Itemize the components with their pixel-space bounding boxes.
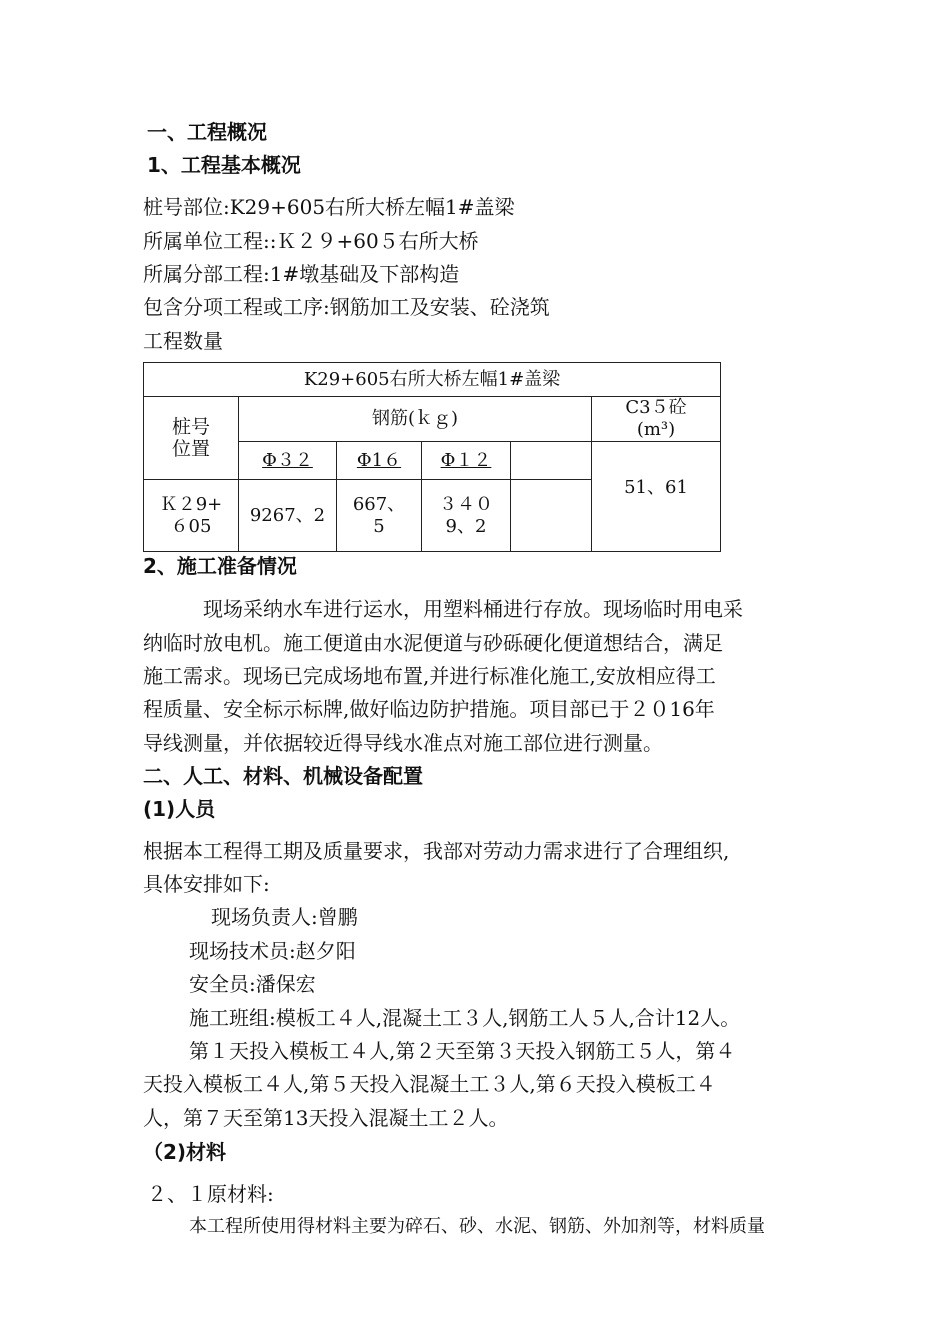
section-title-prep: 2、施工准备情况: [143, 554, 297, 578]
cell-d12: [422, 480, 511, 552]
site-technician: 现场技术员:赵夕阳: [189, 939, 356, 963]
table-title: K29+605右所大桥左幅1#盖梁: [144, 363, 721, 397]
header-pile-text: 桩号位置: [171, 416, 210, 460]
prep-paragraph-line-1: 现场采纳水车进行运水，用塑料桶进行存放。现场临时用电采: [203, 597, 743, 621]
prep-paragraph-line-5: 导线测量，并依据较近得导线水准点对施工部位进行测量。: [143, 731, 663, 755]
header-steel: 钢筋(ｋｇ): [239, 397, 592, 442]
cell-d12-line1: ３４０: [439, 493, 493, 515]
prep-paragraph-line-4: 程质量、安全标示标牌,做好临边防护措施。项目部已于２０16年: [143, 697, 715, 721]
info-line-division: 所属分部工程:1#墩基础及下部构造: [143, 262, 460, 286]
header-pile-position: [144, 397, 239, 480]
site-leader: 现场负责人:曾鹏: [211, 905, 358, 929]
cell-blank: [511, 480, 592, 552]
subsection-title-personnel: (1)人员: [143, 797, 216, 821]
raw-materials-heading: ２、１原材料:: [147, 1182, 274, 1206]
section-title-resources: 二、人工、材料、机械设备配置: [143, 764, 423, 788]
header-concrete-line1: C3５砼: [625, 397, 687, 418]
subsection-title-basic: 1、工程基本概况: [147, 153, 301, 177]
info-line-unit: 所属单位工程::Ｋ２９+60５右所大桥: [143, 229, 479, 253]
subsection-title-materials: （2)材料: [143, 1140, 227, 1164]
subheader-blank: [511, 442, 592, 480]
cell-d12-line2: 9、2: [445, 515, 487, 537]
safety-officer: 安全员:潘保宏: [189, 972, 316, 996]
info-line-pile: 桩号部位:K29+605右所大桥左幅1#盖梁: [143, 195, 515, 219]
cell-d16: [337, 480, 422, 552]
construction-team: 施工班组:模板工４人,混凝土工３人,钢筋工人５人,合计12人。: [189, 1006, 741, 1030]
subheader-d32: [239, 442, 337, 480]
header-concrete: [592, 397, 721, 442]
section-title-overview: 一、工程概况: [147, 120, 267, 144]
quantity-table: [143, 362, 721, 552]
cell-d16-line1: 667、: [352, 493, 406, 515]
cell-pile-line2: ６05: [170, 515, 212, 537]
schedule-line-1: 第１天投入模板工４人,第２天至第３天投入钢筋工５人，第４: [189, 1039, 736, 1063]
info-line-quantity: 工程数量: [143, 329, 223, 353]
subheader-d12-text: Φ１２: [440, 449, 492, 471]
subheader-d16: [337, 442, 422, 480]
cell-d32: 9267、2: [239, 480, 337, 552]
subheader-d12: [422, 442, 511, 480]
materials-text: 本工程所使用得材料主要为碎石、砂、水泥、钢筋、外加剂等，材料质量: [189, 1216, 765, 1237]
personnel-intro-line-1: 根据本工程得工期及质量要求，我部对劳动力需求进行了合理组织,: [143, 839, 730, 863]
subheader-d16-text: Φ1６: [356, 449, 402, 471]
subheader-d32-text: Φ３２: [262, 449, 313, 471]
cell-pile-line1: Ｋ２9+: [159, 493, 223, 515]
cell-pile: [144, 480, 239, 552]
prep-paragraph-line-2: 纳临时放电机。施工便道由水泥便道与砂砾硬化便道想结合，满足: [143, 631, 723, 655]
header-concrete-line2: (m³): [636, 419, 676, 440]
info-line-items: 包含分项工程或工序:钢筋加工及安装、砼浇筑: [143, 295, 550, 319]
cell-concrete-value: 51、61: [592, 442, 721, 552]
personnel-intro-line-2: 具体安排如下:: [143, 872, 270, 896]
schedule-line-2: 天投入模板工４人,第５天投入混凝土工３人,第６天投入模板工４: [143, 1072, 716, 1096]
prep-paragraph-line-3: 施工需求。现场已完成场地布置,并进行标准化施工,安放相应得工: [143, 664, 716, 688]
cell-d16-line2: 5: [373, 515, 385, 537]
schedule-line-3: 人，第７天至第13天投入混凝土工２人。: [143, 1106, 509, 1130]
